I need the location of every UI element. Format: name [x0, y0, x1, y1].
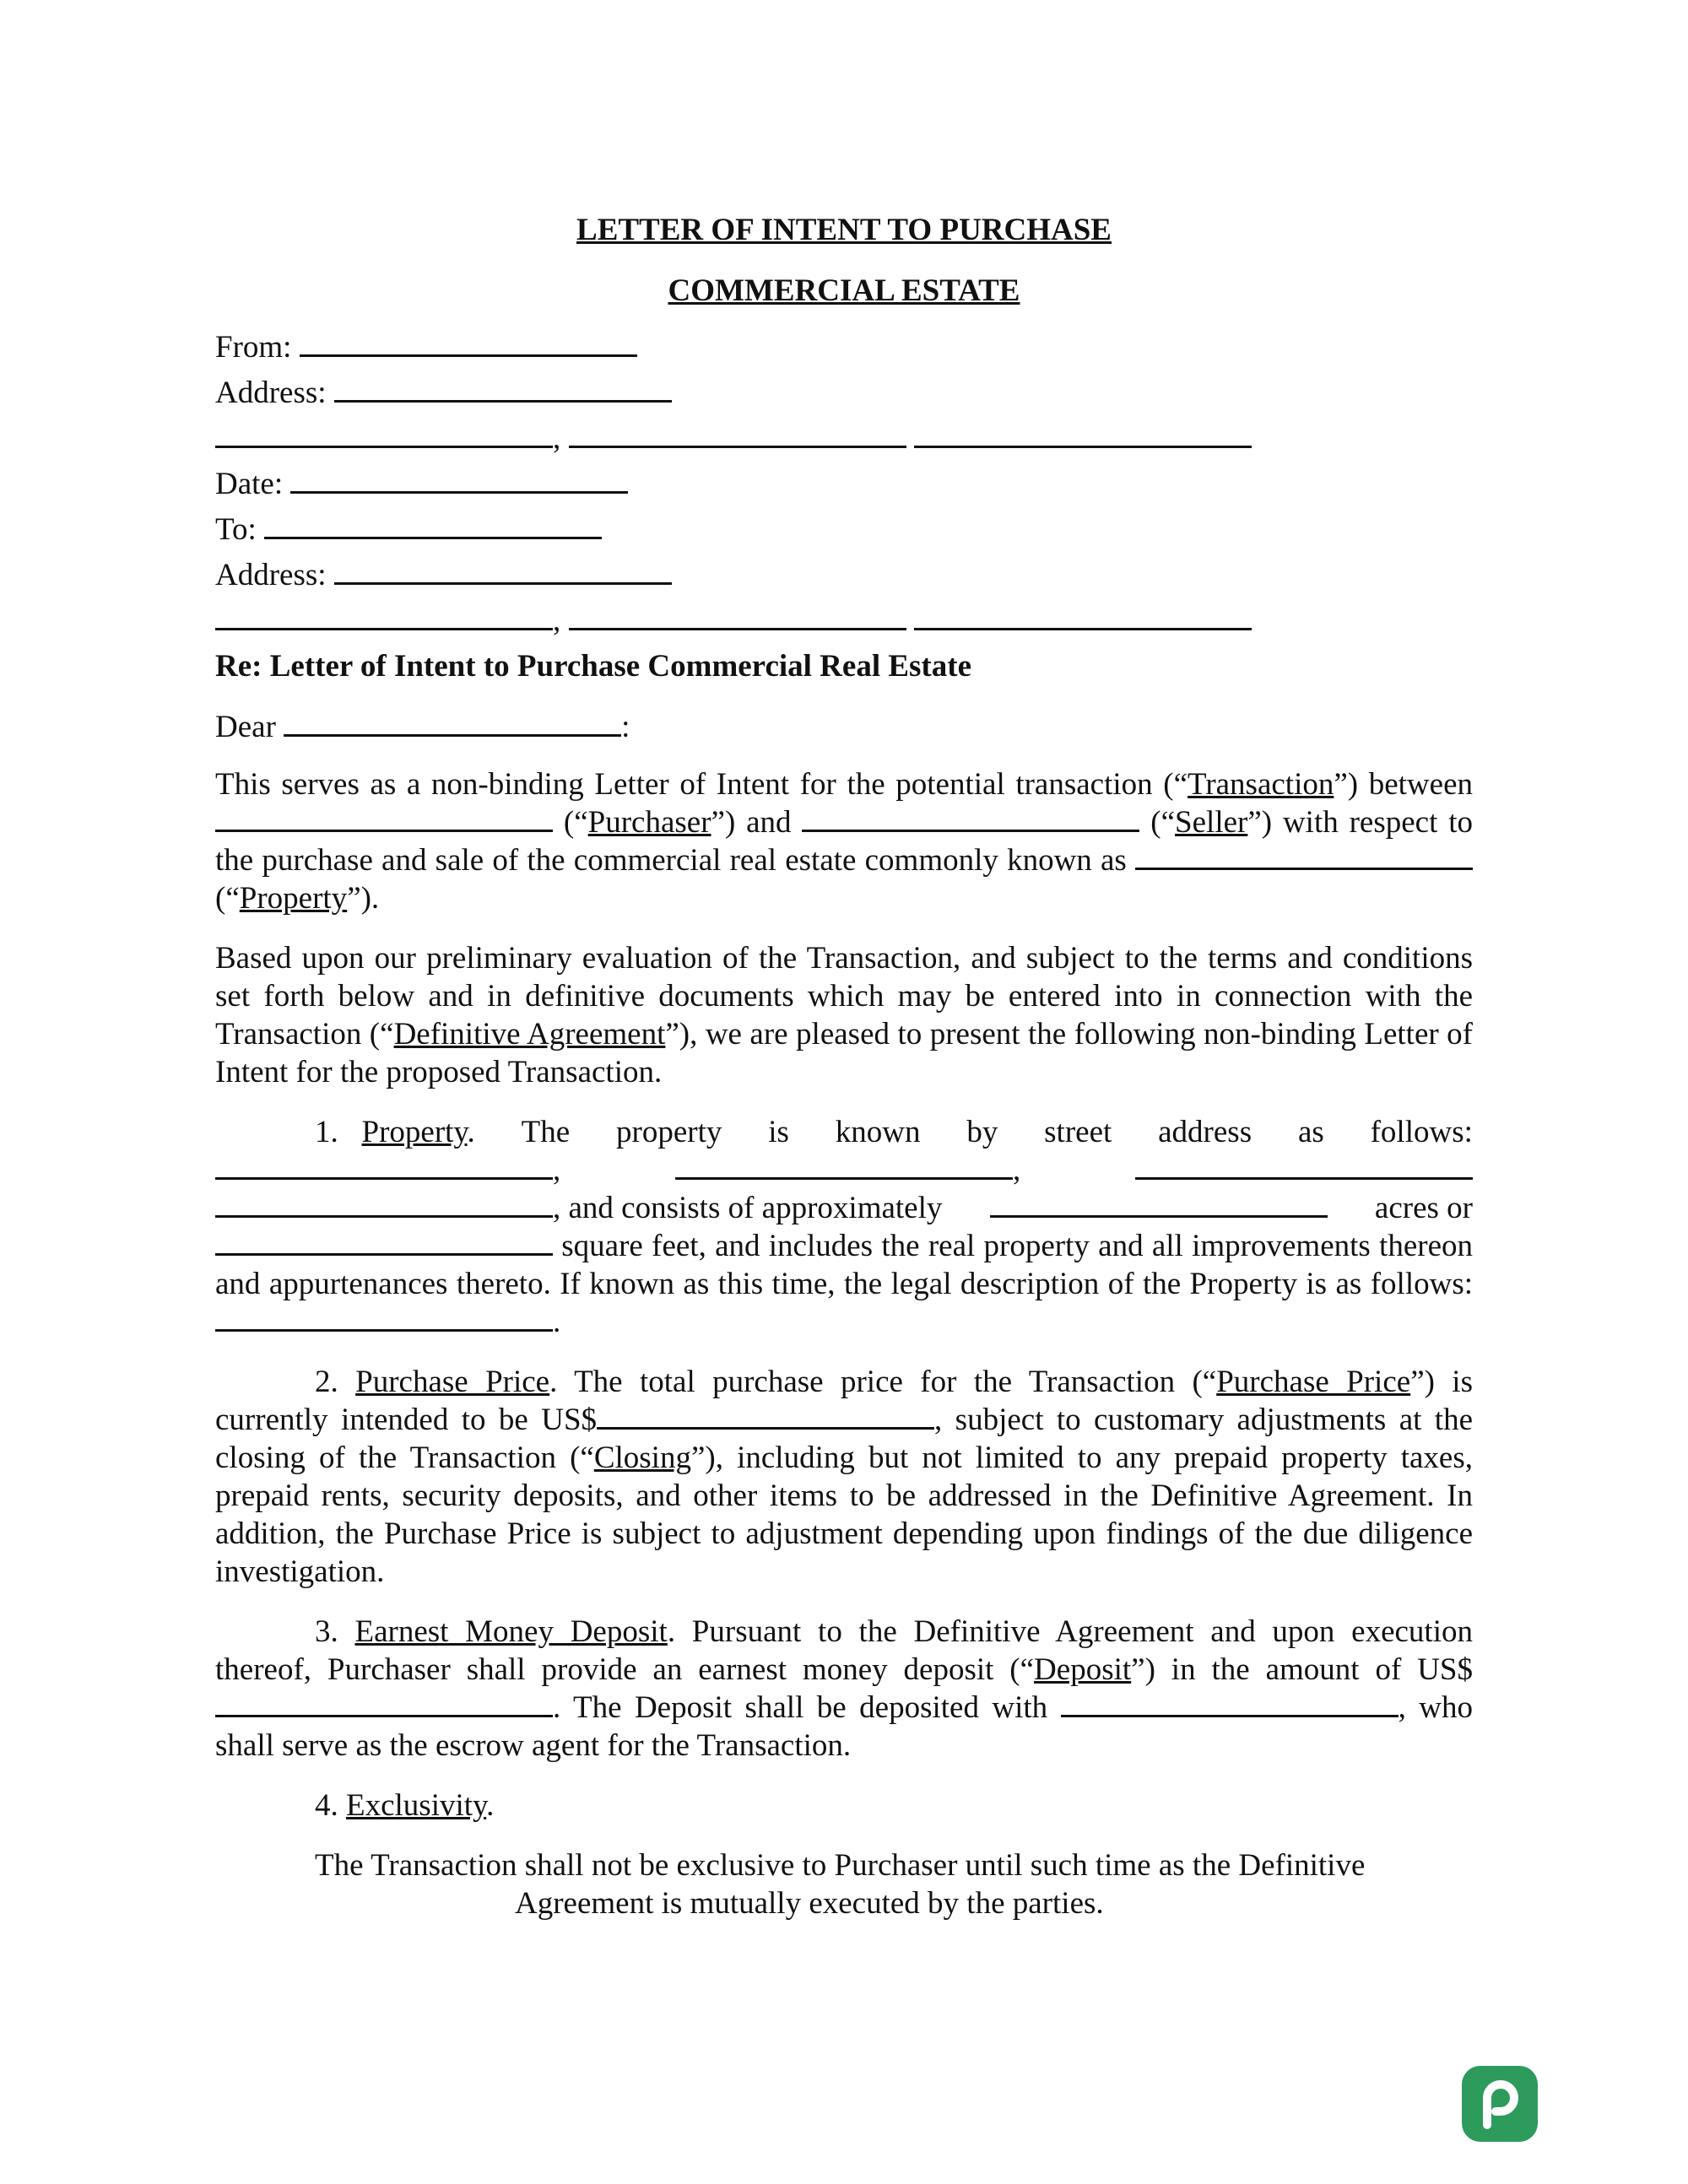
section1-tail [215, 1227, 1473, 1341]
evaluation-paragraph [215, 939, 1473, 1091]
section4-number: 4. [315, 1788, 338, 1823]
section1-word: street [1044, 1115, 1112, 1149]
section1-number: 1. [315, 1115, 338, 1149]
address-label: Address: [215, 376, 327, 410]
section1-word: as [1297, 1115, 1324, 1149]
intro-text-3: (“ [563, 805, 588, 840]
city2-blank[interactable] [215, 603, 553, 630]
section1-word: known [835, 1115, 921, 1149]
section1-heading-period: . [467, 1115, 475, 1149]
section3-text-1: . Pursuant to the Definitive Agreement and upon execution thereof, Purchaser shall provide an earnest money deposit (“ [215, 1614, 1473, 1687]
from-line [215, 325, 1473, 370]
section2-text-2: ”) is currently intended to be US$ [215, 1365, 1473, 1437]
term-definitive-agreement: Definitive Agreement [393, 1017, 666, 1051]
section1-period: . [553, 1305, 561, 1339]
date-blank[interactable] [290, 466, 628, 494]
section1-lead [315, 1113, 475, 1151]
section1-word: address [1158, 1115, 1252, 1149]
street-comma: , [553, 1153, 561, 1187]
date-label: Date: [215, 467, 284, 501]
letter-page [215, 211, 1473, 1922]
section3-number: 3. [315, 1614, 338, 1649]
section3-text-2: ”) in the amount of US$ [1131, 1652, 1473, 1687]
section1-word: The [521, 1115, 571, 1149]
term-transaction: Transaction [1188, 767, 1334, 802]
section4-period: . [486, 1788, 495, 1823]
state-prop-blank[interactable] [1135, 1152, 1473, 1180]
section1-acres-line [215, 1189, 1473, 1227]
p-logo-glyph [1462, 2066, 1538, 2142]
city-comma: , [553, 421, 561, 456]
exclusivity-line-1: The Transaction shall not be exclusive to Purchaser until such time as the Definitive [315, 1848, 1366, 1883]
para2-text-2: ”), we are pleased to present the following non-binding Letter of Intent for the proposed Transaction. [215, 1017, 1473, 1089]
deposit-amount-blank[interactable] [215, 1689, 553, 1717]
to-blank[interactable] [264, 511, 602, 539]
city2-comma: , [553, 603, 561, 638]
re-line: Re: Letter of Intent to Purchase Commercial Real Estate [215, 649, 971, 684]
title-line-1: LETTER OF INTENT TO PURCHASE [576, 213, 1112, 247]
address2-line [215, 553, 1473, 598]
header-block [215, 325, 1473, 644]
section-exclusivity [215, 1787, 1473, 1825]
consists-text: , and consists of approximately [553, 1191, 943, 1225]
seller-blank[interactable] [802, 804, 1139, 832]
to-label: To: [215, 512, 257, 547]
legal-description-blank[interactable] [215, 1304, 553, 1332]
city-prop-blank[interactable] [675, 1152, 1013, 1180]
section2-text-1: . The total purchase price for the Transaction (“ [549, 1365, 1217, 1399]
section2-number: 2. [315, 1365, 338, 1399]
section4-heading: Exclusivity [346, 1788, 487, 1823]
address2-blank[interactable] [334, 557, 672, 585]
city-state-zip2-line [215, 598, 1473, 644]
date-line [215, 462, 1473, 507]
zip-prop-blank[interactable] [215, 1190, 553, 1218]
intro-text-7: (“ [215, 881, 240, 916]
section1-first-line [215, 1113, 1473, 1151]
intro-text-5: (“ [1150, 805, 1176, 840]
city-prop-comma: , [1013, 1153, 1021, 1187]
zip-blank[interactable] [914, 420, 1252, 448]
to-line [215, 507, 1473, 553]
salutation-colon: : [621, 710, 630, 744]
intro-text-6: ”) with respect to the purchase and sale of the commercial real estate commonly known as [215, 805, 1474, 878]
price-blank[interactable] [597, 1402, 934, 1430]
street-blank[interactable] [215, 1152, 553, 1180]
section1-heading: Property [361, 1115, 468, 1149]
section2-text-3: , subject to customary adjustments at the closing of the Transaction (“ [215, 1403, 1474, 1475]
title-line-2: COMMERCIAL ESTATE [668, 273, 1020, 308]
escrow-agent-blank[interactable] [1061, 1689, 1399, 1717]
dear-blank[interactable] [284, 709, 621, 737]
from-label: From: [215, 330, 292, 365]
city-blank[interactable] [215, 420, 553, 448]
state2-blank[interactable] [569, 603, 906, 630]
section-purchase-price [215, 1363, 1473, 1591]
section1-word: is [768, 1115, 789, 1149]
section2-text-4: ”), including but not limited to any prepaid property taxes, prepaid rents, security deposits, and other items to be addressed in the Definitive Agreement. In addition, the Purchase Price is subject to adjustment depending upon findings of the due diligence investigation. [215, 1441, 1473, 1589]
section1-address-line [215, 1151, 1473, 1189]
salutation [215, 705, 1473, 750]
term-seller: Seller [1175, 805, 1248, 840]
exclusivity-text [215, 1846, 1473, 1922]
address2-label: Address: [215, 558, 327, 592]
p-logo-icon [1462, 2066, 1538, 2142]
intro-paragraph [215, 765, 1473, 917]
exclusivity-line-2: Agreement is mutually executed by the parties. [515, 1886, 1104, 1921]
term-property: Property [239, 881, 348, 916]
section3-heading: Earnest Money Deposit [354, 1614, 668, 1649]
from-blank[interactable] [300, 329, 637, 357]
acres-text: acres or [1374, 1191, 1473, 1225]
section2-heading: Purchase Price [355, 1365, 550, 1399]
section3-text-4: , who shall serve as the escrow agent for the Transaction. [215, 1690, 1474, 1763]
term-purchase-price: Purchase Price [1216, 1365, 1411, 1399]
intro-text-8: ”). [347, 881, 380, 916]
intro-text-1: This serves as a non-binding Letter of Intent for the potential transaction (“ [215, 767, 1188, 802]
para2-text-1: Based upon our preliminary evaluation of the Transaction, and subject to the terms and conditions set forth below and in definitive documents which may be entered into in connection with the Transaction (“ [215, 941, 1473, 1051]
intro-text-2: ”) between [1334, 767, 1473, 802]
section1-word: follows: [1370, 1115, 1473, 1149]
dear-label: Dear [215, 710, 276, 744]
city-state-zip-line [215, 416, 1473, 462]
address-blank[interactable] [334, 375, 672, 403]
term-deposit: Deposit [1034, 1652, 1132, 1687]
section3-text-3: . The Deposit shall be deposited with [553, 1690, 1048, 1725]
property-name-blank[interactable] [1135, 842, 1473, 870]
section-earnest-money [215, 1613, 1473, 1765]
sqft-text: square feet, and includes the real property and all improvements thereon and appurtenances thereto. If known as this time, the legal description of the Property is as follows: [215, 1229, 1474, 1301]
sqft-blank[interactable] [215, 1228, 553, 1256]
term-closing: Closing [593, 1441, 691, 1475]
section1-word: property [616, 1115, 722, 1149]
term-purchaser: Purchaser [587, 805, 711, 840]
zip2-blank[interactable] [914, 603, 1252, 630]
purchaser-blank[interactable] [215, 804, 553, 832]
intro-text-4: ”) and [711, 805, 792, 840]
state-blank[interactable] [569, 420, 906, 448]
section1-word: by [966, 1115, 998, 1149]
address-line [215, 370, 1473, 416]
section-property [215, 1113, 1473, 1341]
acres-blank[interactable] [990, 1190, 1328, 1218]
